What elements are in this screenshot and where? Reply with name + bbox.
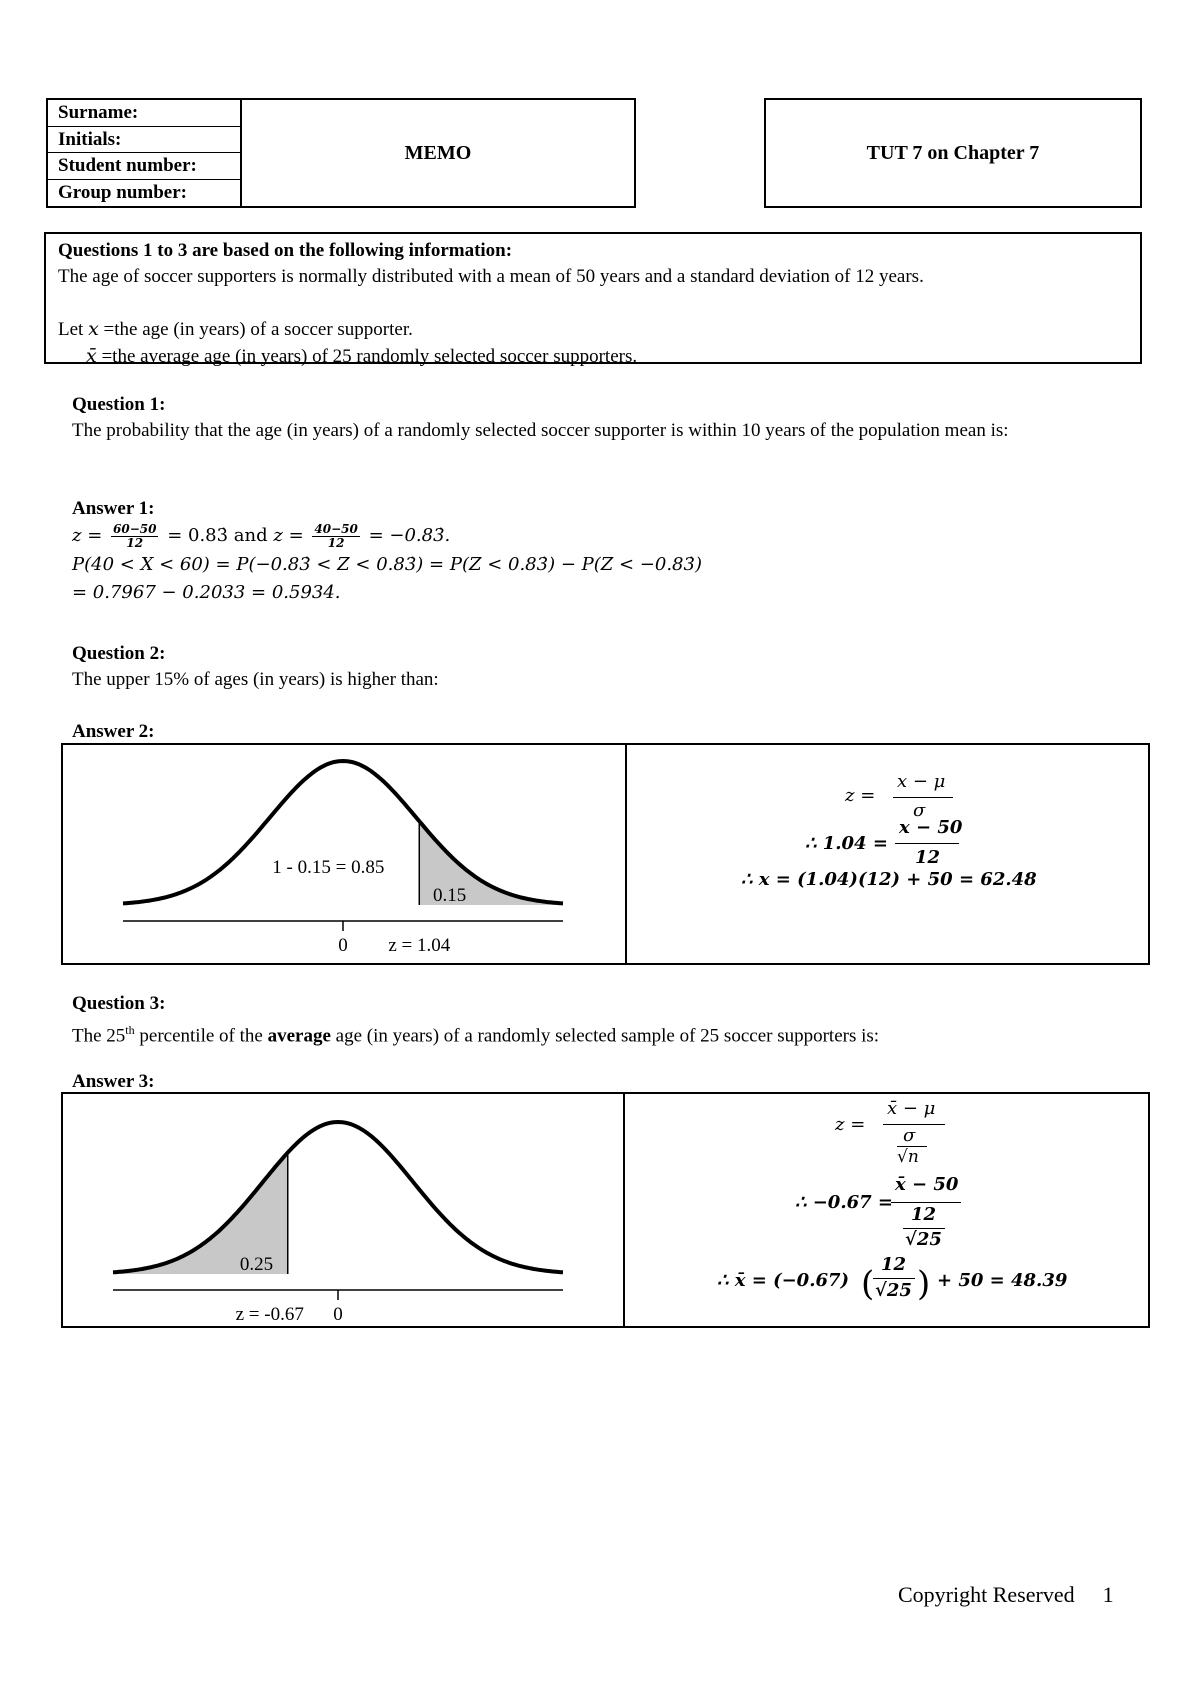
answer-2-chart-panel bbox=[63, 745, 627, 963]
tick-label-zero: 0 bbox=[338, 935, 348, 956]
fraction-bar bbox=[873, 1278, 915, 1279]
variable-x-definition bbox=[58, 316, 1130, 343]
fraction-bar bbox=[891, 1202, 961, 1203]
question-1 bbox=[72, 392, 1112, 444]
variable-xbar-definition bbox=[58, 343, 1130, 370]
info-line: The age of soccer supporters is normally distributed with a mean of 50 years and a standard deviation of 12 years. bbox=[58, 266, 924, 287]
memo-title: MEMO bbox=[242, 98, 636, 208]
equation-2-numerator: x − 50 bbox=[899, 817, 963, 838]
question-2-heading: Question 2: bbox=[72, 643, 166, 664]
normal-curve bbox=[113, 1122, 563, 1272]
fraction-40-50: $\frac{40-50}{12}$ bbox=[314, 521, 358, 550]
z-equation-middle: = 0.83̇ and bbox=[167, 525, 268, 546]
info-title: Questions 1 to 3 are based on the following information: bbox=[58, 240, 513, 261]
open-paren: ( bbox=[861, 1264, 875, 1304]
normal-curve-lower-tail bbox=[63, 1094, 621, 1326]
page-footer bbox=[898, 1582, 1114, 1608]
copyright-text: Copyright Reserved bbox=[898, 1582, 1075, 1607]
z-formula-lhs: z = bbox=[835, 1114, 866, 1135]
z-formula-numerator: x − μ bbox=[897, 771, 946, 792]
tick-label-cutoff: z = 1.04 bbox=[388, 935, 451, 956]
equation-3-denominator-top: 12 bbox=[911, 1204, 937, 1225]
group-number-label: Group number: bbox=[58, 181, 187, 203]
answer-3-fraction-numerator: 12 bbox=[881, 1254, 907, 1275]
answer-2-working bbox=[627, 745, 1148, 963]
question-3-heading: Question 3: bbox=[72, 993, 166, 1014]
information-box bbox=[44, 232, 1142, 367]
initials-label: Initials: bbox=[48, 127, 240, 154]
question-2 bbox=[72, 641, 1112, 693]
equation-3-denominator-bottom: √25 bbox=[905, 1229, 942, 1250]
equation-2-lhs: ∴ 1.04 = bbox=[805, 833, 888, 854]
student-details-table bbox=[46, 98, 242, 208]
fraction-60-50: $\frac{60-50}{12}$ bbox=[113, 521, 157, 550]
answer-1-probability: P(40 < X < 60) = P(−0.83̇ < Z < 0.83̇) = P(Z < 0.83̇) − P(Z < −0.83̇) bbox=[72, 554, 702, 575]
page-number: 1 bbox=[1102, 1582, 1114, 1607]
normal-curve bbox=[123, 761, 563, 903]
let-prefix: Let bbox=[58, 319, 84, 340]
x-symbol: x bbox=[88, 318, 99, 340]
question-2-text: The upper 15% of ages (in years) is higher than: bbox=[72, 669, 439, 690]
answer-3-box bbox=[61, 1092, 1150, 1328]
z-equation-end: = −0.83̇. bbox=[368, 525, 451, 546]
z-formula-denominator: σ bbox=[913, 800, 926, 821]
unshaded-area-label: 1 - 0.15 = 0.85 bbox=[272, 857, 385, 878]
equation-3-numerator: x̄ − 50 bbox=[895, 1174, 959, 1195]
answer-3-chart-panel bbox=[63, 1094, 625, 1326]
answer-3-fraction-denominator: √25 bbox=[875, 1280, 912, 1301]
fraction-bar bbox=[893, 797, 953, 798]
equation-2-denominator: 12 bbox=[915, 847, 941, 868]
z-formula-numerator: x̄ − μ bbox=[887, 1098, 936, 1119]
tick-label-cutoff: z = -0.67 bbox=[235, 1304, 304, 1325]
z-formula-denominator-bottom: √n bbox=[897, 1147, 919, 1167]
tick-label-zero: 0 bbox=[333, 1304, 343, 1325]
x-definition: =the age (in years) of a soccer supporter. bbox=[103, 319, 413, 340]
student-number-label: Student number: bbox=[48, 153, 240, 180]
fraction-bar bbox=[895, 843, 959, 844]
answer-1-z-values: z = $\frac{60-50}{12}$ = 0.83̇ and z = $\frac{40-50}{12}$ = −0.83̇. bbox=[72, 521, 451, 550]
answer-1-result: = 0.7967 − 0.2033 = 0.5934. bbox=[72, 582, 341, 603]
answer-3-working bbox=[625, 1094, 1148, 1326]
question-1-heading: Question 1: bbox=[72, 394, 166, 415]
z-formula-lhs: z = bbox=[845, 785, 876, 806]
close-paren: ) bbox=[917, 1264, 931, 1304]
equation-3-lhs: ∴ −0.67 = bbox=[795, 1192, 893, 1213]
shaded-area-label: 0.25 bbox=[239, 1254, 274, 1275]
question-1-text: The probability that the age (in years) of a randomly selected soccer supporter is within 10 years of the population mean is: bbox=[72, 420, 1009, 441]
answer-3-result-rhs: + 50 = 48.39 bbox=[937, 1270, 1068, 1291]
question-3 bbox=[72, 991, 1112, 1049]
answer-2-box bbox=[61, 743, 1150, 965]
surname-label: Surname: bbox=[48, 100, 240, 127]
xbar-symbol: x̄ bbox=[86, 345, 97, 367]
xbar-definition: =the average age (in years) of 25 randomly selected soccer supporters. bbox=[101, 346, 638, 367]
answer-3-result-lhs: ∴ x̄ = (−0.67) bbox=[717, 1270, 850, 1291]
normal-curve-upper-tail bbox=[63, 745, 623, 963]
answer-1 bbox=[72, 496, 1112, 606]
answer-2-heading: Answer 2: bbox=[72, 721, 155, 742]
question-3-text: The 25th percentile of the average age (in years) of a randomly selected sample of 25 soccer supporters is: bbox=[72, 1023, 880, 1047]
answer-2-result: ∴ x = (1.04)(12) + 50 = 62.48 bbox=[741, 869, 1037, 890]
answer-3-heading: Answer 3: bbox=[72, 1071, 155, 1092]
shaded-area-label: 0.15 bbox=[432, 885, 467, 906]
z-formula-denominator-top: σ bbox=[903, 1125, 916, 1146]
tutorial-title: TUT 7 on Chapter 7 bbox=[764, 98, 1142, 208]
answer-1-heading: Answer 1: bbox=[72, 498, 155, 519]
